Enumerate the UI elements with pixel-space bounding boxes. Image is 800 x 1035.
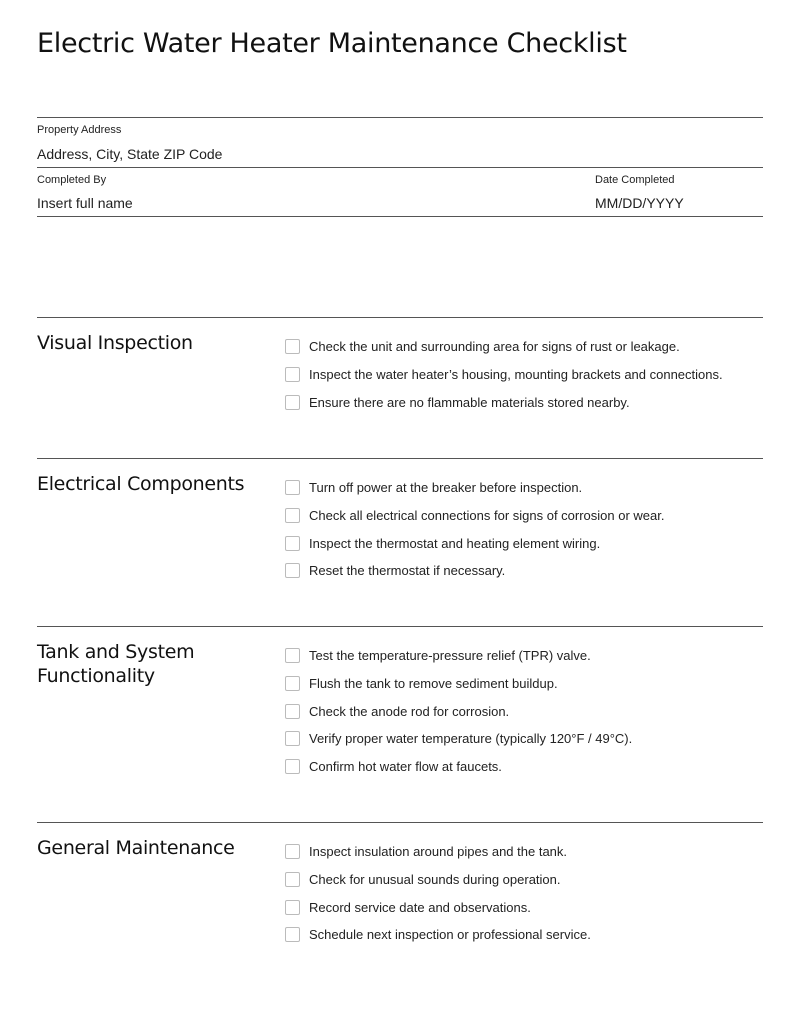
- checkbox[interactable]: [285, 395, 300, 410]
- checklist-item-label: Check the anode rod for corrosion.: [309, 703, 510, 719]
- checklist-item-label: Ensure there are no flammable materials stored nearby.: [309, 394, 630, 410]
- checklist-item[interactable]: [285, 388, 723, 416]
- checkbox[interactable]: [285, 759, 300, 774]
- property-address-label: Property Address: [37, 124, 122, 136]
- checklist-item[interactable]: [285, 529, 665, 557]
- property-address-field[interactable]: Address, City, State ZIP Code: [37, 146, 223, 162]
- checklist-items: [285, 642, 632, 780]
- divider: [37, 117, 763, 118]
- checklist-item-label: Inspect the water heater’s housing, mounting brackets and connections.: [309, 367, 723, 383]
- checklist-item[interactable]: [285, 697, 632, 725]
- checklist-item-label: Record service date and observations.: [309, 899, 531, 915]
- checklist-item[interactable]: [285, 361, 723, 389]
- checkbox[interactable]: [285, 339, 300, 354]
- section-title: General Maintenance: [37, 837, 235, 859]
- checklist-item[interactable]: [285, 642, 632, 670]
- checklist-item-label: Check for unusual sounds during operation.: [309, 872, 561, 888]
- date-completed-label: Date Completed: [595, 174, 675, 186]
- divider: [37, 216, 763, 217]
- checklist-item[interactable]: [285, 725, 632, 753]
- checkbox[interactable]: [285, 704, 300, 719]
- checkbox[interactable]: [285, 536, 300, 551]
- section-title: Tank and System Functionality: [37, 641, 195, 687]
- checkbox[interactable]: [285, 927, 300, 942]
- section-title: Visual Inspection: [37, 332, 193, 354]
- checklist-item-label: Test the temperature-pressure relief (TPR) valve.: [309, 648, 591, 664]
- checklist-item-label: Verify proper water temperature (typically 120°F / 49°C).: [309, 731, 633, 747]
- checklist-items: [285, 333, 723, 416]
- checklist-item-label: Schedule next inspection or professional service.: [309, 927, 591, 943]
- checklist-item-label: Inspect the thermostat and heating element wiring.: [309, 535, 601, 551]
- checklist-item-label: Inspect insulation around pipes and the tank.: [309, 844, 568, 860]
- checklist-section: [37, 458, 763, 579]
- section-title: Electrical Components: [37, 473, 245, 495]
- checkbox[interactable]: [285, 844, 300, 859]
- checklist-item-label: Confirm hot water flow at faucets.: [309, 759, 502, 775]
- checkbox[interactable]: [285, 508, 300, 523]
- checklist-items: [285, 474, 665, 585]
- checklist-item[interactable]: [285, 753, 632, 781]
- date-completed-field[interactable]: MM/DD/YYYY: [595, 195, 684, 211]
- checklist-item[interactable]: [285, 670, 632, 698]
- checklist-item-label: Check the unit and surrounding area for signs of rust or leakage.: [309, 339, 680, 355]
- checklist-section: [37, 626, 763, 775]
- checklist-item[interactable]: [285, 921, 591, 949]
- checkbox[interactable]: [285, 563, 300, 578]
- checkbox[interactable]: [285, 480, 300, 495]
- checklist-section: [37, 822, 763, 943]
- checkbox[interactable]: [285, 731, 300, 746]
- checklist-items: [285, 838, 591, 949]
- checkbox[interactable]: [285, 676, 300, 691]
- checklist-item-label: Turn off power at the breaker before inspection.: [309, 480, 583, 496]
- checklist-section: [37, 317, 763, 410]
- divider: [37, 167, 763, 168]
- checklist-item[interactable]: [285, 893, 591, 921]
- completed-by-field[interactable]: Insert full name: [37, 195, 133, 211]
- checklist-item[interactable]: [285, 838, 591, 866]
- checklist-item-label: Flush the tank to remove sediment buildup.: [309, 676, 558, 692]
- checklist-item[interactable]: [285, 557, 665, 585]
- checklist-item[interactable]: [285, 474, 665, 502]
- checklist-item[interactable]: [285, 502, 665, 530]
- checklist-item-label: Reset the thermostat if necessary.: [309, 563, 506, 579]
- checklist-item[interactable]: [285, 866, 591, 894]
- checklist-item[interactable]: [285, 333, 723, 361]
- checkbox[interactable]: [285, 900, 300, 915]
- checklist-item-label: Check all electrical connections for signs of corrosion or wear.: [309, 508, 665, 524]
- completed-by-label: Completed By: [37, 174, 107, 186]
- page-title: Electric Water Heater Maintenance Checklist: [37, 28, 627, 59]
- checkbox[interactable]: [285, 648, 300, 663]
- checkbox[interactable]: [285, 367, 300, 382]
- checkbox[interactable]: [285, 872, 300, 887]
